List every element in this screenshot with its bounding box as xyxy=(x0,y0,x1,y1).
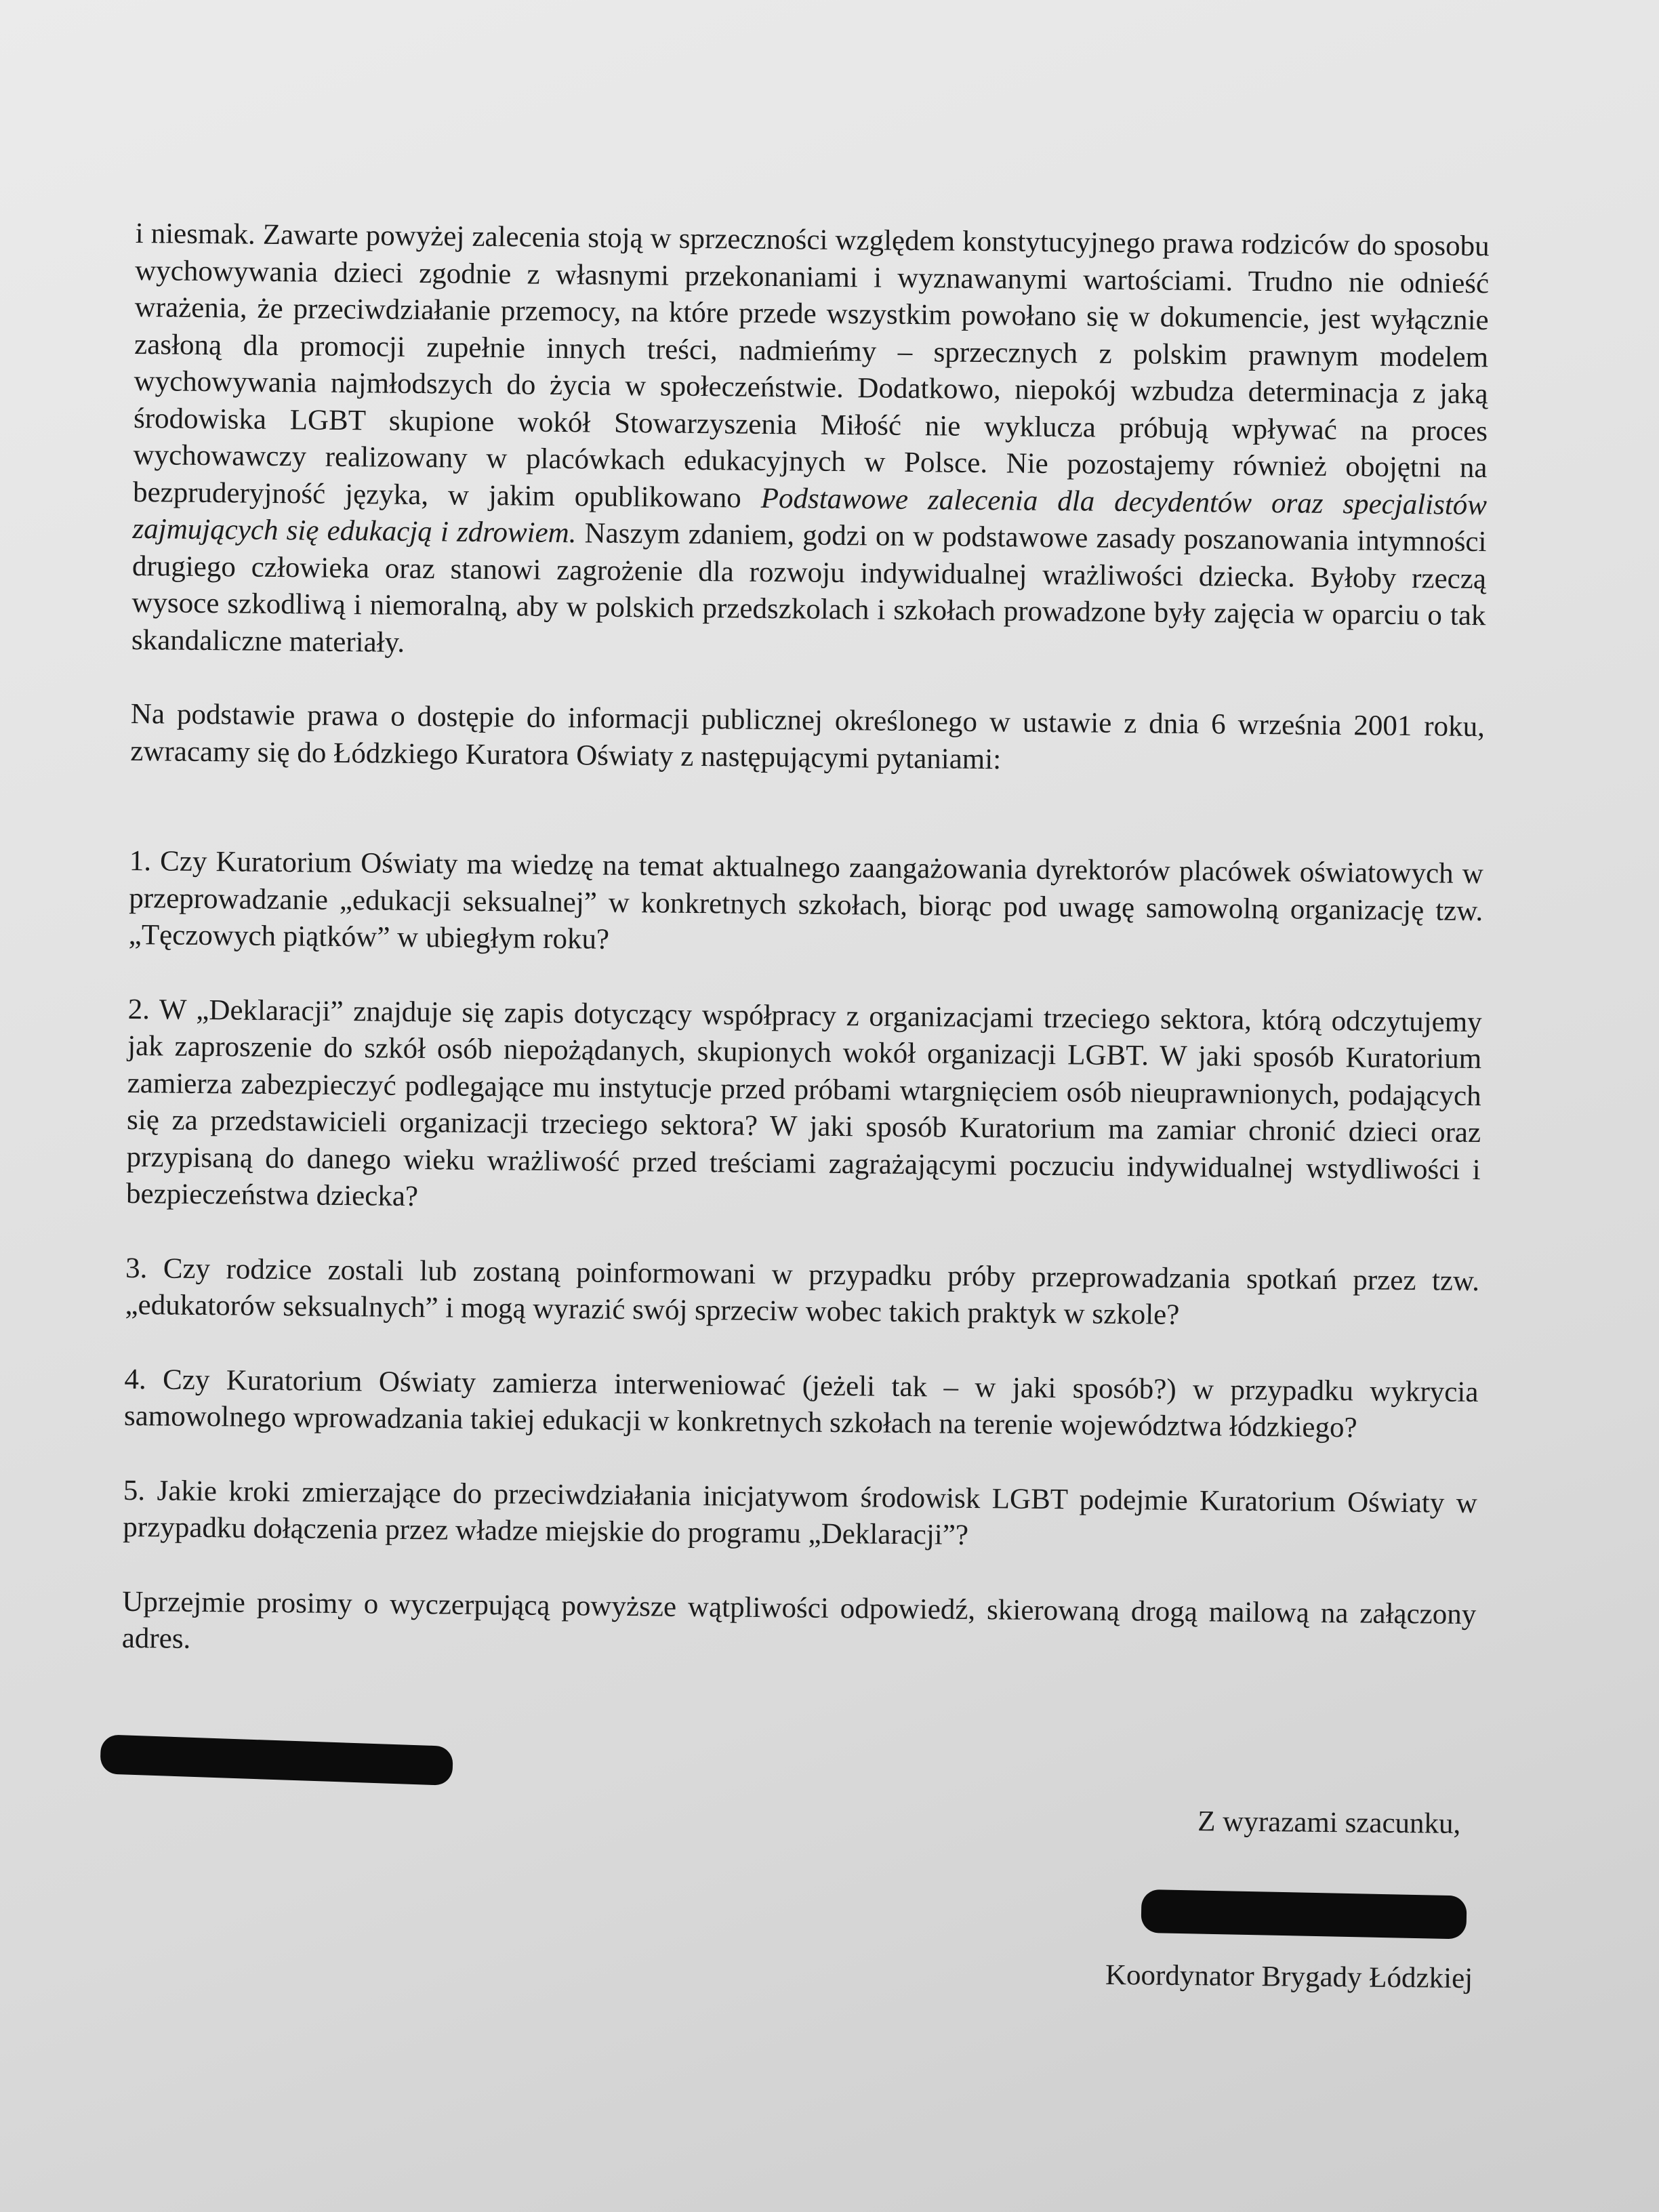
redacted-sender xyxy=(100,1734,453,1786)
paragraph-legal-basis: Na podstawie prawa o dostępie do informacji publicznej określonego w ustawie z dnia 6 września 2001 roku, zwracamy się do Łódzkiego Kuratora Oświaty z następującymi pytaniami: xyxy=(130,697,1486,775)
paragraph-concerns xyxy=(131,216,1490,672)
question-4: 4. Czy Kuratorium Oświaty zamierza interweniować (jeżeli tak – w jaki sposób?) w przypadku wykrycia samowolnego wprowadzania takiej edukacji w konkretnych szkołach na terenie województwa łódzkiego? xyxy=(123,1363,1479,1444)
document-title-italic: Podstawowe zalecenia dla decydentów oraz specjalistów zajmujących się edukacją i zdrowiem. xyxy=(132,482,1488,550)
request-paragraph: Uprzejmie prosimy o wyczerpującą powyższe wątpliwości odpowiedź, skierowaną drogą mailową na załączony adres. xyxy=(121,1585,1477,1655)
question-5: 5. Jakie kroki zmierzające do przeciwdziałania inicjatywom środowisk LGBT podejmie Kuratorium Oświaty w przypadku dołączenia przez władze miejskie do programu „Deklaracji”? xyxy=(123,1474,1478,1551)
closing-phrase: Z wyrazami szacunku, xyxy=(1197,1805,1461,1840)
paragraph-concerns-text-a: i niesmak. Zawarte powyżej zalecenia stoją w sprzeczności względem konstytucyjnego prawa rodziców do sposobu wychowywania dzieci zgodnie z własnymi przekonaniami i wyznawanymi wartościami. Trudno nie odnieść wrażenia, że przeciwdziałanie przemocy, na które przede wszystkim powołano się w dokumencie, jest wyłącznie zasłoną dla promocji zupełnie innych treści, nadmieńmy – sprzecznych z polskim prawnym modelem wychowywania najmłodszych do życia w społeczeństwie. Dodatkowo, niepokój wzbudza determinacja z jaką środowiska LGBT skupione wokół Stowarzyszenia Miłość nie wyklucza próbują wpływać na proces wychowawczy realizowany w placówkach edukacyjnych w Polsce. Nie pozostajemy również obojętni na bezpruderyjność języka, w jakim opublikowano xyxy=(132,217,1490,514)
signature-block xyxy=(119,1657,1476,2009)
letter-body xyxy=(119,216,1490,2009)
signer-role: Koordynator Brygady Łódzkiej xyxy=(1105,1959,1473,1994)
spacer xyxy=(129,770,1484,856)
question-2: 2. W „Deklaracji” znajduje się zapis dotyczący współpracy z organizacjami trzeciego sektora, którą odczytujemy jak zaproszenie do szkół osób niepożądanych, skupionych wokół organizacji LGBT. W jaki sposób Kuratorium zamierza zabezpieczyć podlegające mu instytucje przed próbami wtargnięciem osób nieuprawnionych, podających się za przedstawicieli organizacji trzeciego sektora? W jaki sposób Kuratorium ma zamiar chronić dzieci oraz przypisaną do danego wieku wrażliwość przed treściami zagrażającymi poczuciu indywidualnej wstydliwości i bezpieczeństwa dziecka? xyxy=(125,993,1482,1213)
question-1: 1. Czy Kuratorium Oświaty ma wiedzę na temat aktualnego zaangażowania dyrektorów placówek oświatowych w przeprowadzanie „edukacji seksualnej” w konkretnych szkołach, biorąc pod uwagę samowolną organizację tzw. „Tęczowych piątków” w ubiegłym roku? xyxy=(128,844,1483,956)
question-3: 3. Czy rodzice zostali lub zostaną poinformowani w przypadku próby przeprowadzania spotkań przez tzw. „edukatorów seksualnych” i mogą wyrazić swój sprzeciw wobec takich praktyk w szkole? xyxy=(125,1252,1480,1331)
paragraph-concerns-text-b: Naszym zdaniem, godzi on w podstawowe zasady poszanowania intymności drugiego człowieka oraz stanowi zagrożenie dla rozwoju indywidualnej wrażliwości dziecka. Byłoby rzeczą wysoce szkodliwą i niemoralną, aby w polskich przedszkolach i szkołach prowadzone były zajęcia w oparciu o tak skandaliczne materiały. xyxy=(131,517,1487,659)
redacted-signature xyxy=(1141,1889,1467,1939)
